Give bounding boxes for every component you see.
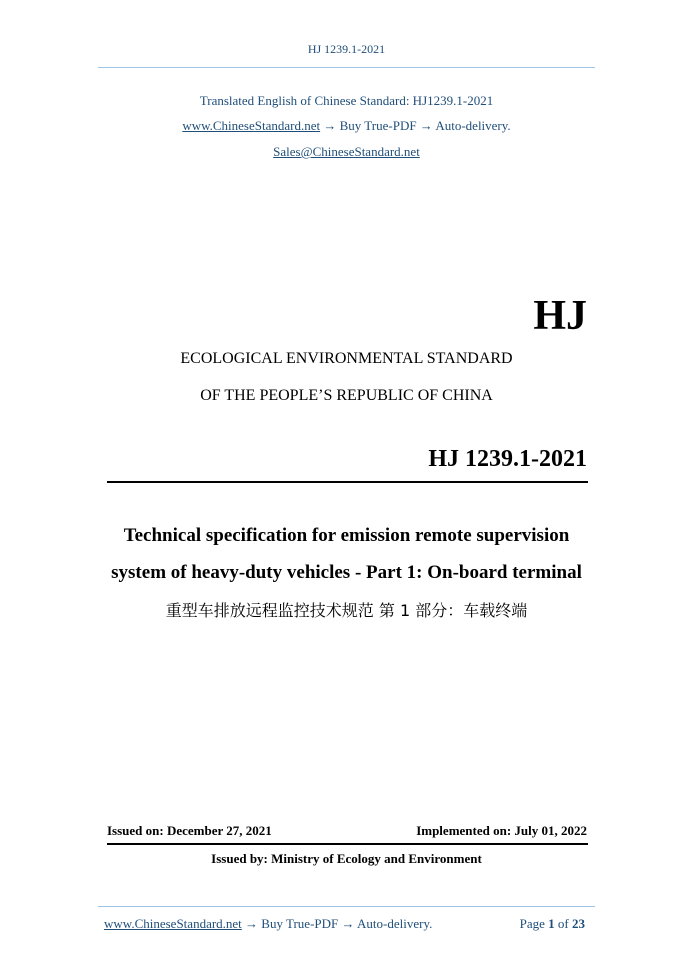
hj-logo: HJ <box>533 293 587 339</box>
organization-line-1: ECOLOGICAL ENVIRONMENTAL STANDARD <box>180 350 513 367</box>
issued-date: Issued on: December 27, 2021 <box>107 823 272 838</box>
page-number: 1 <box>548 916 555 931</box>
standard-code: HJ 1239.1-2021 <box>428 446 587 472</box>
title-divider <box>107 481 588 483</box>
email-line <box>0 144 693 160</box>
page-indicator <box>520 916 585 932</box>
translation-notice: Translated English of Chinese Standard: HJ1239.1-2021 <box>199 93 494 108</box>
page-total: 23 <box>572 916 585 931</box>
header-divider <box>98 67 595 68</box>
document-title-line-1: Technical specification for emission remote supervision <box>123 525 570 546</box>
page-prefix: Page <box>519 916 549 931</box>
sales-email-link[interactable]: Sales@ChineseStandard.net <box>273 144 420 159</box>
implemented-date: Implemented on: July 01, 2022 <box>416 823 587 838</box>
footer-purchase-text: → Buy True-PDF → Auto-delivery. <box>241 916 433 931</box>
document-title-line-2: system of heavy-duty vehicles - Part 1: On-board terminal <box>111 562 582 583</box>
purchase-text: → Buy True-PDF → Auto-delivery. <box>320 118 511 133</box>
dates-divider <box>107 843 588 845</box>
website-link[interactable]: www.ChineseStandard.net <box>182 118 321 133</box>
page-of: of <box>554 916 572 931</box>
chinese-title: 重型车排放远程监控技术规范 第 1 部分：车载终端 <box>165 601 528 620</box>
page-header: HJ 1239.1-2021 <box>307 42 386 56</box>
footer-website-link[interactable]: www.ChineseStandard.net <box>104 916 242 931</box>
footer-divider <box>98 906 595 907</box>
issuer: Issued by: Ministry of Ecology and Environment <box>211 851 482 866</box>
organization-line-2: OF THE PEOPLE’S REPUBLIC OF CHINA <box>200 387 493 404</box>
purchase-line <box>0 118 693 134</box>
footer-purchase-line <box>104 916 432 932</box>
